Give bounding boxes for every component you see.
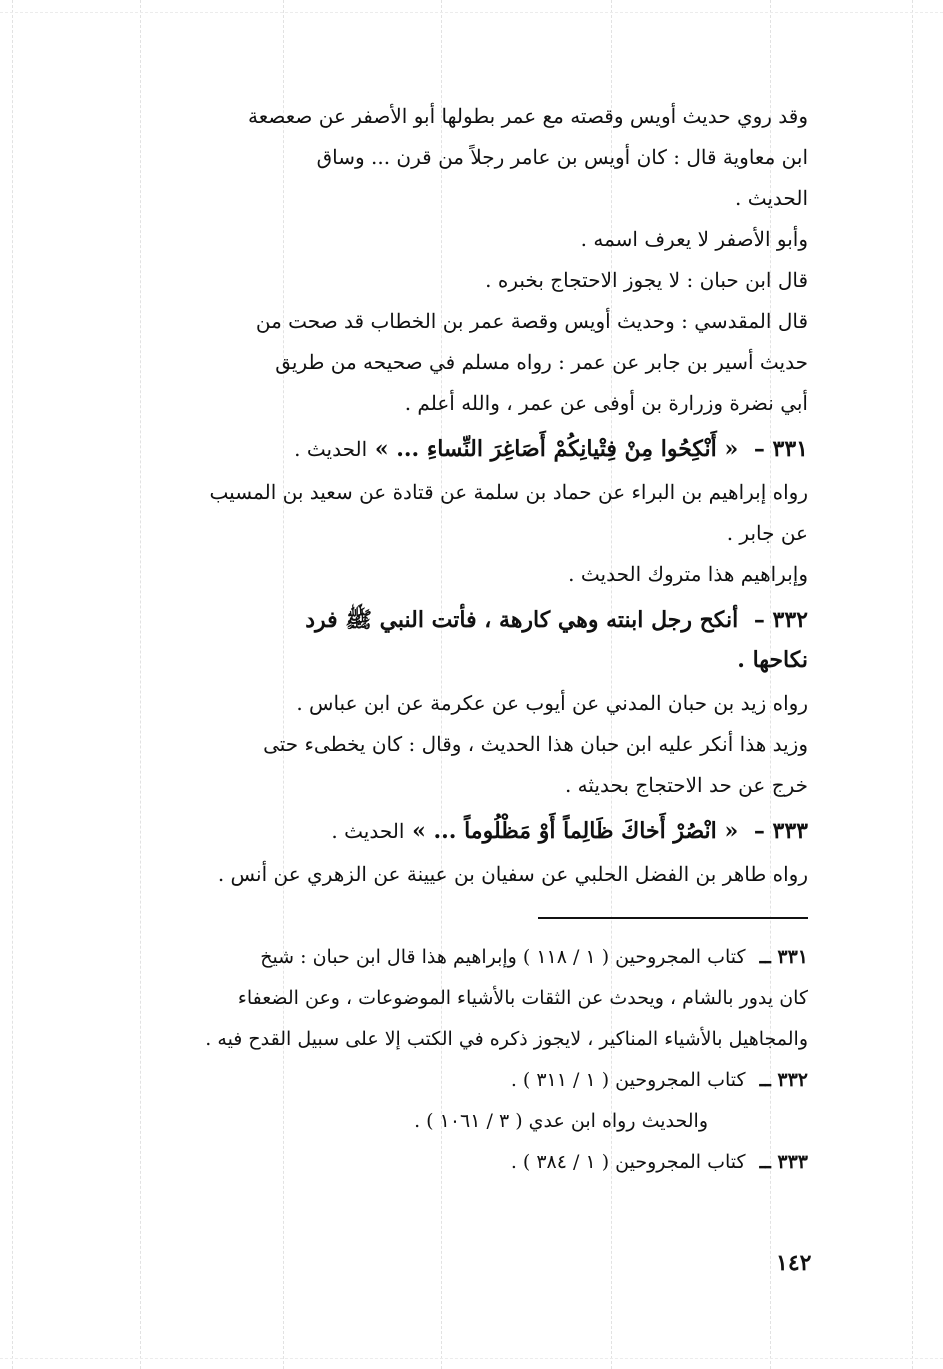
text-line: قال ابن حبان : لا يجوز الاحتجاج بخبره . [485, 268, 808, 292]
hadith-heading-333 [128, 808, 808, 854]
footnote-number: ٣٣١ ــ [759, 946, 808, 968]
text-line: ابن معاوية قال : كان أويس بن عامر رجلاً من قرن ... وساق [316, 145, 808, 169]
page-number: ١٤٢ [776, 1250, 812, 1276]
page-body [128, 96, 808, 1183]
footnote-text: كتاب المجروحين ( ١ / ٣٨٤ ) . [510, 1151, 746, 1173]
text-line: رواه إبراهيم بن البراء عن حماد بن سلمة عن قتادة عن سعيد بن المسيب [209, 480, 808, 504]
footnote-text: كان يدور بالشام ، ويحدث عن الثقات بالأشياء الموضوعات ، وعن الضعفاء [237, 987, 808, 1009]
text-line: وزيد هذا أنكر عليه ابن حبان هذا الحديث ، وقال : كان يخطىء حتى [263, 732, 808, 756]
footnote-text: والحديث رواه ابن عدي ( ٣ / ١٠٦١ ) . [414, 1110, 708, 1132]
text-line: عن جابر . [726, 521, 808, 545]
footnote-number: ٣٣٢ ــ [759, 1069, 808, 1091]
footnote-text: كتاب المجروحين ( ١ / ١١٨ ) وإبراهيم هذا قال ابن حبان : شيخ [260, 946, 746, 968]
footnote-333 [128, 1142, 808, 1183]
hadith-text: « أَنْكِحُوا مِنْ فِتْيانِكُمْ أَصَاغِرَ النِّساءِ ... » [374, 436, 739, 462]
hadith-heading-332-cont [128, 637, 808, 683]
footnote-text: والمجاهيل بالأشياء المناكير ، لايجوز ذكره في الكتب إلا على سبيل القدح فيه . [205, 1028, 808, 1050]
grid-line [0, 1358, 943, 1359]
text-line: وقد روي حديث أويس وقصته مع عمر بطولها أبو الأصفر عن صعصعة [248, 104, 808, 128]
text-line: وإبراهيم هذا متروك الحديث . [568, 562, 808, 586]
grid-line [0, 12, 943, 13]
hadith-heading-331 [128, 426, 808, 472]
entry-number: ٣٣٣ – [753, 818, 808, 844]
hadith-tail: الحديث . [331, 819, 405, 843]
footnote-331 [128, 937, 808, 978]
text-line: الحديث . [735, 186, 808, 210]
hadith-text: نكاحها . [737, 647, 808, 673]
text-line: أبي نضرة وزرارة بن أوفى عن عمر ، والله أعلم . [404, 391, 808, 415]
text-line: حديث أسير بن جابر عن عمر : رواه مسلم في صحيحه من طريق [275, 350, 808, 374]
grid-line [912, 0, 913, 1369]
footnote-332 [128, 1060, 808, 1101]
text-line: رواه زيد بن حبان المدني عن أيوب عن عكرمة عن ابن عباس . [296, 691, 808, 715]
hadith-tail: الحديث . [294, 437, 368, 461]
entry-number: ٣٣١ – [753, 436, 808, 462]
hadith-text: أنكح رجل ابنته وهي كارهة ، فأتت النبي ﷺ فرد [305, 607, 739, 633]
text-line: وأبو الأصفر لا يعرف اسمه . [580, 227, 808, 251]
grid-line [12, 0, 13, 1369]
text-line: خرج عن حد الاحتجاج بحديثه . [564, 773, 808, 797]
footnote-text: كتاب المجروحين ( ١ / ٣١١ ) . [510, 1069, 746, 1091]
footnote-number: ٣٣٣ ــ [759, 1151, 808, 1173]
entry-number: ٣٣٢ – [753, 607, 808, 633]
text-line: رواه طاهر بن الفضل الحلبي عن سفيان بن عيينة عن الزهري عن أنس . [217, 862, 808, 886]
hadith-text: « انْصُرْ أَخاكَ ظَالِماً أَوْ مَظْلُوماً ... » [412, 818, 739, 844]
footnote-divider [538, 917, 808, 919]
text-line: قال المقدسي : وحديث أويس وقصة عمر بن الخطاب قد صحت من [255, 309, 808, 333]
